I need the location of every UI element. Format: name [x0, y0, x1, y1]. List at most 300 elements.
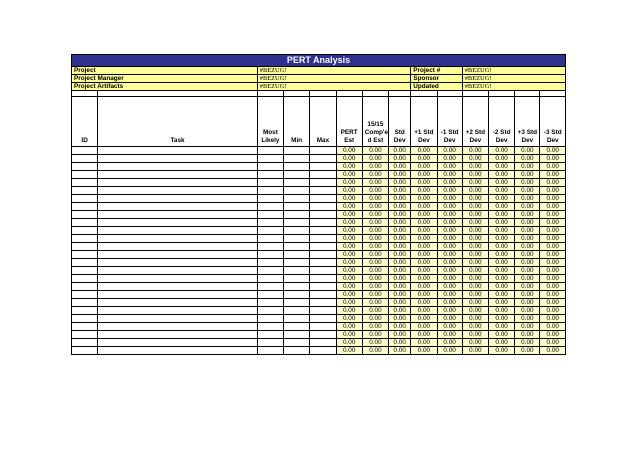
computed-cell[interactable]: 0.00 — [411, 243, 437, 251]
computed-cell[interactable]: 0.00 — [540, 187, 566, 195]
computed-cell[interactable]: 0.00 — [411, 347, 437, 355]
computed-cell[interactable]: 0.00 — [488, 291, 514, 299]
computed-cell[interactable]: 0.00 — [540, 203, 566, 211]
computed-cell[interactable]: 0.00 — [515, 155, 540, 163]
computed-cell[interactable]: 0.00 — [515, 147, 540, 155]
computed-cell[interactable]: 0.00 — [437, 155, 462, 163]
computed-cell[interactable]: 0.00 — [362, 163, 388, 171]
computed-cell[interactable]: 0.00 — [389, 163, 411, 171]
input-cell[interactable] — [72, 307, 98, 315]
input-cell[interactable] — [310, 203, 336, 211]
computed-cell[interactable]: 0.00 — [389, 203, 411, 211]
computed-cell[interactable]: 0.00 — [488, 275, 514, 283]
computed-cell[interactable]: 0.00 — [437, 267, 462, 275]
project-value[interactable]: #BEZUG! — [257, 67, 410, 75]
computed-cell[interactable]: 0.00 — [462, 219, 488, 227]
computed-cell[interactable]: 0.00 — [362, 331, 388, 339]
computed-cell[interactable]: 0.00 — [437, 331, 462, 339]
input-cell[interactable] — [98, 163, 258, 171]
input-cell[interactable] — [284, 211, 310, 219]
computed-cell[interactable]: 0.00 — [488, 211, 514, 219]
computed-cell[interactable]: 0.00 — [389, 179, 411, 187]
computed-cell[interactable]: 0.00 — [411, 299, 437, 307]
computed-cell[interactable]: 0.00 — [437, 219, 462, 227]
computed-cell[interactable]: 0.00 — [362, 283, 388, 291]
computed-cell[interactable]: 0.00 — [336, 267, 362, 275]
computed-cell[interactable]: 0.00 — [437, 291, 462, 299]
project-number-value[interactable]: #BEZUG! — [462, 67, 565, 75]
input-cell[interactable] — [72, 267, 98, 275]
computed-cell[interactable]: 0.00 — [462, 259, 488, 267]
updated-value[interactable]: #BEZUG! — [462, 83, 565, 91]
computed-cell[interactable]: 0.00 — [462, 331, 488, 339]
computed-cell[interactable]: 0.00 — [462, 155, 488, 163]
input-cell[interactable] — [72, 227, 98, 235]
input-cell[interactable] — [72, 323, 98, 331]
input-cell[interactable] — [284, 339, 310, 347]
computed-cell[interactable]: 0.00 — [437, 339, 462, 347]
computed-cell[interactable]: 0.00 — [488, 347, 514, 355]
computed-cell[interactable]: 0.00 — [336, 347, 362, 355]
input-cell[interactable] — [310, 179, 336, 187]
input-cell[interactable] — [284, 179, 310, 187]
computed-cell[interactable]: 0.00 — [540, 171, 566, 179]
computed-cell[interactable]: 0.00 — [336, 203, 362, 211]
input-cell[interactable] — [72, 315, 98, 323]
input-cell[interactable] — [284, 251, 310, 259]
computed-cell[interactable]: 0.00 — [389, 187, 411, 195]
input-cell[interactable] — [98, 323, 258, 331]
computed-cell[interactable]: 0.00 — [488, 251, 514, 259]
computed-cell[interactable]: 0.00 — [515, 347, 540, 355]
input-cell[interactable] — [310, 219, 336, 227]
input-cell[interactable] — [310, 323, 336, 331]
computed-cell[interactable]: 0.00 — [515, 307, 540, 315]
input-cell[interactable] — [284, 163, 310, 171]
input-cell[interactable] — [257, 147, 283, 155]
input-cell[interactable] — [98, 211, 258, 219]
computed-cell[interactable]: 0.00 — [540, 283, 566, 291]
computed-cell[interactable]: 0.00 — [362, 235, 388, 243]
computed-cell[interactable]: 0.00 — [336, 211, 362, 219]
input-cell[interactable] — [72, 195, 98, 203]
input-cell[interactable] — [284, 243, 310, 251]
computed-cell[interactable]: 0.00 — [336, 147, 362, 155]
input-cell[interactable] — [72, 347, 98, 355]
input-cell[interactable] — [98, 219, 258, 227]
input-cell[interactable] — [284, 347, 310, 355]
computed-cell[interactable]: 0.00 — [411, 155, 437, 163]
computed-cell[interactable]: 0.00 — [540, 163, 566, 171]
computed-cell[interactable]: 0.00 — [411, 331, 437, 339]
input-cell[interactable] — [257, 243, 283, 251]
computed-cell[interactable]: 0.00 — [515, 267, 540, 275]
computed-cell[interactable]: 0.00 — [437, 171, 462, 179]
input-cell[interactable] — [284, 275, 310, 283]
computed-cell[interactable]: 0.00 — [462, 227, 488, 235]
input-cell[interactable] — [98, 275, 258, 283]
input-cell[interactable] — [98, 171, 258, 179]
computed-cell[interactable]: 0.00 — [462, 211, 488, 219]
computed-cell[interactable]: 0.00 — [462, 315, 488, 323]
input-cell[interactable] — [310, 147, 336, 155]
input-cell[interactable] — [98, 307, 258, 315]
computed-cell[interactable]: 0.00 — [336, 243, 362, 251]
input-cell[interactable] — [257, 211, 283, 219]
computed-cell[interactable]: 0.00 — [411, 227, 437, 235]
computed-cell[interactable]: 0.00 — [411, 211, 437, 219]
computed-cell[interactable]: 0.00 — [362, 291, 388, 299]
computed-cell[interactable]: 0.00 — [389, 315, 411, 323]
computed-cell[interactable]: 0.00 — [437, 187, 462, 195]
computed-cell[interactable]: 0.00 — [437, 323, 462, 331]
computed-cell[interactable]: 0.00 — [437, 195, 462, 203]
input-cell[interactable] — [98, 283, 258, 291]
computed-cell[interactable]: 0.00 — [540, 251, 566, 259]
input-cell[interactable] — [98, 339, 258, 347]
computed-cell[interactable]: 0.00 — [336, 307, 362, 315]
computed-cell[interactable]: 0.00 — [336, 219, 362, 227]
input-cell[interactable] — [98, 251, 258, 259]
computed-cell[interactable]: 0.00 — [462, 171, 488, 179]
computed-cell[interactable]: 0.00 — [389, 155, 411, 163]
input-cell[interactable] — [98, 179, 258, 187]
computed-cell[interactable]: 0.00 — [515, 195, 540, 203]
computed-cell[interactable]: 0.00 — [411, 147, 437, 155]
computed-cell[interactable]: 0.00 — [488, 219, 514, 227]
computed-cell[interactable]: 0.00 — [336, 251, 362, 259]
computed-cell[interactable]: 0.00 — [462, 195, 488, 203]
computed-cell[interactable]: 0.00 — [362, 227, 388, 235]
computed-cell[interactable]: 0.00 — [411, 323, 437, 331]
input-cell[interactable] — [310, 307, 336, 315]
computed-cell[interactable]: 0.00 — [462, 243, 488, 251]
input-cell[interactable] — [257, 299, 283, 307]
computed-cell[interactable]: 0.00 — [336, 275, 362, 283]
input-cell[interactable] — [257, 323, 283, 331]
input-cell[interactable] — [98, 331, 258, 339]
input-cell[interactable] — [310, 259, 336, 267]
computed-cell[interactable]: 0.00 — [336, 187, 362, 195]
input-cell[interactable] — [310, 227, 336, 235]
input-cell[interactable] — [72, 259, 98, 267]
input-cell[interactable] — [98, 187, 258, 195]
input-cell[interactable] — [72, 171, 98, 179]
computed-cell[interactable]: 0.00 — [462, 179, 488, 187]
computed-cell[interactable]: 0.00 — [389, 331, 411, 339]
computed-cell[interactable]: 0.00 — [540, 179, 566, 187]
computed-cell[interactable]: 0.00 — [515, 187, 540, 195]
input-cell[interactable] — [72, 203, 98, 211]
computed-cell[interactable]: 0.00 — [389, 147, 411, 155]
computed-cell[interactable]: 0.00 — [540, 227, 566, 235]
sponsor-value[interactable]: #BEZUG! — [462, 75, 565, 83]
input-cell[interactable] — [310, 235, 336, 243]
computed-cell[interactable]: 0.00 — [362, 179, 388, 187]
input-cell[interactable] — [257, 179, 283, 187]
computed-cell[interactable]: 0.00 — [540, 299, 566, 307]
computed-cell[interactable]: 0.00 — [362, 147, 388, 155]
input-cell[interactable] — [257, 307, 283, 315]
input-cell[interactable] — [72, 339, 98, 347]
input-cell[interactable] — [257, 227, 283, 235]
computed-cell[interactable]: 0.00 — [540, 235, 566, 243]
computed-cell[interactable]: 0.00 — [462, 235, 488, 243]
computed-cell[interactable]: 0.00 — [515, 219, 540, 227]
computed-cell[interactable]: 0.00 — [362, 243, 388, 251]
computed-cell[interactable]: 0.00 — [336, 227, 362, 235]
input-cell[interactable] — [72, 291, 98, 299]
computed-cell[interactable]: 0.00 — [389, 195, 411, 203]
input-cell[interactable] — [98, 243, 258, 251]
computed-cell[interactable]: 0.00 — [488, 243, 514, 251]
computed-cell[interactable]: 0.00 — [336, 259, 362, 267]
computed-cell[interactable]: 0.00 — [462, 283, 488, 291]
input-cell[interactable] — [310, 243, 336, 251]
input-cell[interactable] — [284, 267, 310, 275]
project-artifacts-value[interactable]: #BEZUG! — [257, 83, 410, 91]
input-cell[interactable] — [257, 331, 283, 339]
computed-cell[interactable]: 0.00 — [362, 267, 388, 275]
computed-cell[interactable]: 0.00 — [411, 307, 437, 315]
input-cell[interactable] — [284, 147, 310, 155]
input-cell[interactable] — [310, 347, 336, 355]
computed-cell[interactable]: 0.00 — [389, 347, 411, 355]
input-cell[interactable] — [284, 299, 310, 307]
input-cell[interactable] — [310, 291, 336, 299]
input-cell[interactable] — [284, 259, 310, 267]
input-cell[interactable] — [257, 315, 283, 323]
computed-cell[interactable]: 0.00 — [389, 211, 411, 219]
computed-cell[interactable]: 0.00 — [540, 307, 566, 315]
computed-cell[interactable]: 0.00 — [336, 299, 362, 307]
input-cell[interactable] — [72, 163, 98, 171]
computed-cell[interactable]: 0.00 — [411, 203, 437, 211]
computed-cell[interactable]: 0.00 — [462, 203, 488, 211]
computed-cell[interactable]: 0.00 — [437, 299, 462, 307]
computed-cell[interactable]: 0.00 — [515, 163, 540, 171]
computed-cell[interactable]: 0.00 — [411, 179, 437, 187]
computed-cell[interactable]: 0.00 — [515, 235, 540, 243]
computed-cell[interactable]: 0.00 — [336, 235, 362, 243]
computed-cell[interactable]: 0.00 — [488, 339, 514, 347]
computed-cell[interactable]: 0.00 — [336, 155, 362, 163]
computed-cell[interactable]: 0.00 — [362, 171, 388, 179]
computed-cell[interactable]: 0.00 — [488, 235, 514, 243]
computed-cell[interactable]: 0.00 — [515, 323, 540, 331]
computed-cell[interactable]: 0.00 — [437, 235, 462, 243]
computed-cell[interactable]: 0.00 — [488, 227, 514, 235]
computed-cell[interactable]: 0.00 — [336, 179, 362, 187]
computed-cell[interactable]: 0.00 — [488, 315, 514, 323]
computed-cell[interactable]: 0.00 — [362, 307, 388, 315]
computed-cell[interactable]: 0.00 — [488, 187, 514, 195]
computed-cell[interactable]: 0.00 — [540, 347, 566, 355]
computed-cell[interactable]: 0.00 — [411, 259, 437, 267]
computed-cell[interactable]: 0.00 — [437, 283, 462, 291]
computed-cell[interactable]: 0.00 — [362, 275, 388, 283]
computed-cell[interactable]: 0.00 — [437, 259, 462, 267]
computed-cell[interactable]: 0.00 — [515, 243, 540, 251]
computed-cell[interactable]: 0.00 — [488, 171, 514, 179]
computed-cell[interactable]: 0.00 — [362, 195, 388, 203]
computed-cell[interactable]: 0.00 — [411, 235, 437, 243]
computed-cell[interactable]: 0.00 — [411, 195, 437, 203]
input-cell[interactable] — [98, 147, 258, 155]
input-cell[interactable] — [98, 315, 258, 323]
computed-cell[interactable]: 0.00 — [362, 155, 388, 163]
input-cell[interactable] — [284, 227, 310, 235]
computed-cell[interactable]: 0.00 — [488, 299, 514, 307]
computed-cell[interactable]: 0.00 — [488, 147, 514, 155]
input-cell[interactable] — [98, 259, 258, 267]
input-cell[interactable] — [310, 267, 336, 275]
input-cell[interactable] — [284, 203, 310, 211]
computed-cell[interactable]: 0.00 — [389, 259, 411, 267]
input-cell[interactable] — [310, 163, 336, 171]
computed-cell[interactable]: 0.00 — [336, 339, 362, 347]
computed-cell[interactable]: 0.00 — [336, 195, 362, 203]
input-cell[interactable] — [284, 331, 310, 339]
computed-cell[interactable]: 0.00 — [515, 171, 540, 179]
computed-cell[interactable]: 0.00 — [540, 155, 566, 163]
computed-cell[interactable]: 0.00 — [411, 291, 437, 299]
computed-cell[interactable]: 0.00 — [540, 243, 566, 251]
computed-cell[interactable]: 0.00 — [389, 267, 411, 275]
input-cell[interactable] — [310, 187, 336, 195]
input-cell[interactable] — [257, 219, 283, 227]
input-cell[interactable] — [72, 179, 98, 187]
computed-cell[interactable]: 0.00 — [437, 315, 462, 323]
computed-cell[interactable]: 0.00 — [336, 171, 362, 179]
input-cell[interactable] — [98, 235, 258, 243]
computed-cell[interactable]: 0.00 — [462, 291, 488, 299]
computed-cell[interactable]: 0.00 — [362, 323, 388, 331]
input-cell[interactable] — [72, 251, 98, 259]
input-cell[interactable] — [257, 339, 283, 347]
computed-cell[interactable]: 0.00 — [389, 171, 411, 179]
project-manager-value[interactable]: #BEZUG! — [257, 75, 410, 83]
input-cell[interactable] — [284, 291, 310, 299]
computed-cell[interactable]: 0.00 — [411, 283, 437, 291]
computed-cell[interactable]: 0.00 — [540, 323, 566, 331]
computed-cell[interactable]: 0.00 — [515, 331, 540, 339]
input-cell[interactable] — [72, 299, 98, 307]
computed-cell[interactable]: 0.00 — [389, 251, 411, 259]
input-cell[interactable] — [257, 163, 283, 171]
computed-cell[interactable]: 0.00 — [488, 307, 514, 315]
input-cell[interactable] — [72, 331, 98, 339]
computed-cell[interactable]: 0.00 — [462, 147, 488, 155]
computed-cell[interactable]: 0.00 — [437, 243, 462, 251]
computed-cell[interactable]: 0.00 — [362, 259, 388, 267]
computed-cell[interactable]: 0.00 — [362, 339, 388, 347]
input-cell[interactable] — [98, 299, 258, 307]
computed-cell[interactable]: 0.00 — [462, 267, 488, 275]
computed-cell[interactable]: 0.00 — [540, 259, 566, 267]
computed-cell[interactable]: 0.00 — [540, 219, 566, 227]
computed-cell[interactable]: 0.00 — [389, 307, 411, 315]
computed-cell[interactable]: 0.00 — [540, 291, 566, 299]
computed-cell[interactable]: 0.00 — [389, 227, 411, 235]
computed-cell[interactable]: 0.00 — [389, 243, 411, 251]
computed-cell[interactable]: 0.00 — [488, 283, 514, 291]
computed-cell[interactable]: 0.00 — [462, 323, 488, 331]
input-cell[interactable] — [257, 347, 283, 355]
computed-cell[interactable]: 0.00 — [488, 323, 514, 331]
computed-cell[interactable]: 0.00 — [336, 315, 362, 323]
computed-cell[interactable]: 0.00 — [540, 331, 566, 339]
computed-cell[interactable]: 0.00 — [462, 275, 488, 283]
computed-cell[interactable]: 0.00 — [362, 315, 388, 323]
input-cell[interactable] — [98, 291, 258, 299]
computed-cell[interactable]: 0.00 — [336, 331, 362, 339]
computed-cell[interactable]: 0.00 — [389, 219, 411, 227]
computed-cell[interactable]: 0.00 — [488, 179, 514, 187]
input-cell[interactable] — [257, 203, 283, 211]
input-cell[interactable] — [98, 267, 258, 275]
input-cell[interactable] — [310, 195, 336, 203]
computed-cell[interactable]: 0.00 — [488, 331, 514, 339]
computed-cell[interactable]: 0.00 — [411, 339, 437, 347]
computed-cell[interactable]: 0.00 — [488, 267, 514, 275]
computed-cell[interactable]: 0.00 — [488, 163, 514, 171]
computed-cell[interactable]: 0.00 — [389, 339, 411, 347]
computed-cell[interactable]: 0.00 — [515, 315, 540, 323]
input-cell[interactable] — [284, 171, 310, 179]
computed-cell[interactable]: 0.00 — [437, 203, 462, 211]
input-cell[interactable] — [310, 283, 336, 291]
computed-cell[interactable]: 0.00 — [336, 323, 362, 331]
computed-cell[interactable]: 0.00 — [540, 267, 566, 275]
computed-cell[interactable]: 0.00 — [362, 347, 388, 355]
computed-cell[interactable]: 0.00 — [362, 187, 388, 195]
input-cell[interactable] — [310, 211, 336, 219]
input-cell[interactable] — [284, 187, 310, 195]
computed-cell[interactable]: 0.00 — [515, 203, 540, 211]
input-cell[interactable] — [310, 275, 336, 283]
computed-cell[interactable]: 0.00 — [462, 187, 488, 195]
computed-cell[interactable]: 0.00 — [515, 251, 540, 259]
input-cell[interactable] — [257, 251, 283, 259]
computed-cell[interactable]: 0.00 — [462, 339, 488, 347]
computed-cell[interactable]: 0.00 — [362, 211, 388, 219]
computed-cell[interactable]: 0.00 — [437, 347, 462, 355]
computed-cell[interactable]: 0.00 — [437, 211, 462, 219]
input-cell[interactable] — [72, 219, 98, 227]
computed-cell[interactable]: 0.00 — [515, 291, 540, 299]
computed-cell[interactable]: 0.00 — [515, 299, 540, 307]
computed-cell[interactable]: 0.00 — [411, 187, 437, 195]
input-cell[interactable] — [310, 315, 336, 323]
input-cell[interactable] — [98, 227, 258, 235]
computed-cell[interactable]: 0.00 — [389, 275, 411, 283]
computed-cell[interactable]: 0.00 — [540, 147, 566, 155]
computed-cell[interactable]: 0.00 — [389, 323, 411, 331]
computed-cell[interactable]: 0.00 — [515, 259, 540, 267]
input-cell[interactable] — [257, 275, 283, 283]
input-cell[interactable] — [284, 307, 310, 315]
computed-cell[interactable]: 0.00 — [389, 291, 411, 299]
input-cell[interactable] — [284, 323, 310, 331]
input-cell[interactable] — [284, 195, 310, 203]
computed-cell[interactable]: 0.00 — [540, 275, 566, 283]
input-cell[interactable] — [257, 155, 283, 163]
computed-cell[interactable]: 0.00 — [437, 251, 462, 259]
computed-cell[interactable]: 0.00 — [437, 147, 462, 155]
input-cell[interactable] — [310, 171, 336, 179]
input-cell[interactable] — [310, 331, 336, 339]
